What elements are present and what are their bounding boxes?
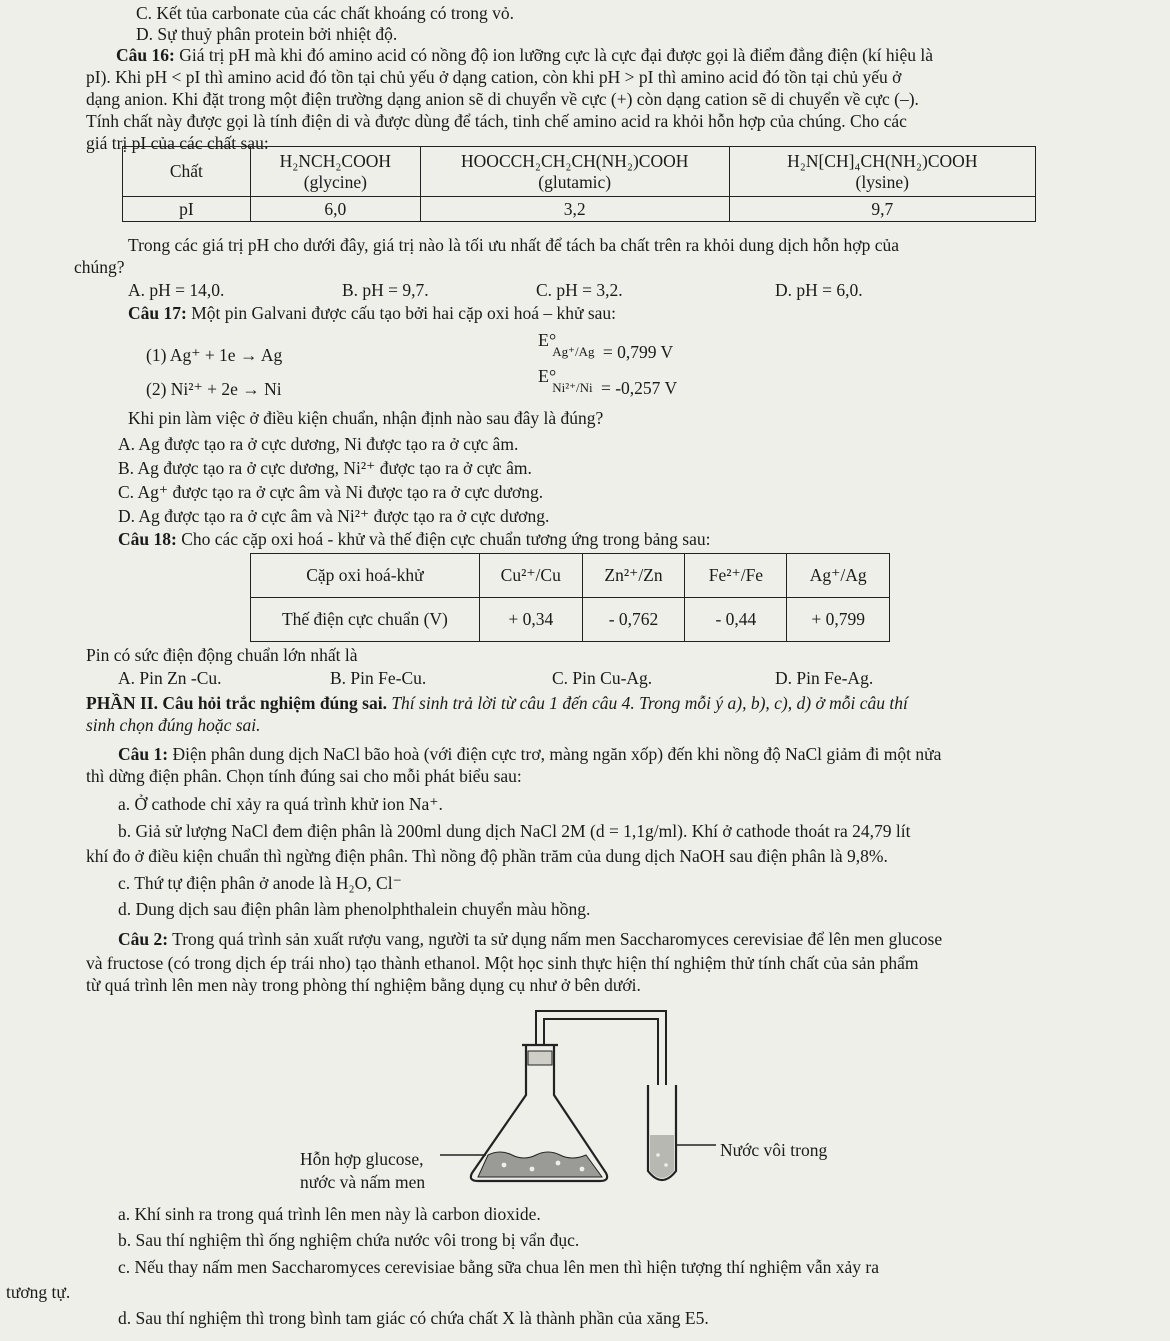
q17-potential1: $E^\circ_{Ag^+/Ag} = 0,799$ V [538,330,674,362]
q17-text: Một pin Galvani được cấu tạo bởi hai cặp oxi hoá – khử sau: [191,303,617,323]
q17-option-a: A. Ag được tạo ra ở cực dương, Ni được tạo ra ở cực âm. [118,434,519,454]
c1-statement-b2: khí đo ở điều kiện chuẩn thì ngừng điện phân. Thì nồng độ phần trăm của dung dịch NaOH sau điện phân là 9,8%. [86,846,888,866]
figure-label-limewater: Nước vôi trong [720,1140,828,1160]
q16-text2: pI). Khi pH < pI thì amino acid đó tồn tại chủ yếu ở dạng cation, còn khi pH > pI thì amino acid đó tồn tại chủ yếu ở [86,67,902,87]
c1-statement-b1: b. Giả sử lượng NaCl đem điện phân là 200ml dung dịch NaCl 2M (d = 1,1g/ml). Khí ở cathode thoát ra 24,79 lít [118,821,911,841]
part2-heading-line [86,692,908,714]
part2-instructions-2: sinh chọn đúng hoặc sai. [86,715,261,735]
q16-option-c: C. pH = 3,2. [536,280,623,300]
option-d-previous: D. Sự thuỷ phân protein bởi nhiệt độ. [136,24,398,44]
bubble [530,1167,535,1172]
q16-option-a: A. pH = 14,0. [128,280,225,300]
potential-table [250,553,890,642]
glycine-pi: 6,0 [250,197,420,222]
glutamic-cell: HOOCCH₂CH₂CH(NH₂)COOH (glutamic) [420,147,729,197]
q17-option-c: C. Ag⁺ được tạo ra ở cực âm và Ni được tạo ra ở cực dương. [118,482,544,502]
bubble [502,1163,507,1168]
q16-question1: Trong các giá trị pH cho dưới đây, giá trị nào là tối ưu nhất để tách ba chất trên ra khỏi dung dịch hỗn hợp của [128,235,899,255]
c1-statement-d: d. Dung dịch sau điện phân làm phenolphthalein chuyển màu hồng. [118,899,591,919]
limewater-liquid [650,1135,674,1178]
pair-ag: Ag⁺/Ag [787,554,890,598]
q17-option-d: D. Ag được tạo ra ở cực âm và Ni²⁺ được tạo ra ở cực dương. [118,506,550,526]
part2-heading: PHẦN II. Câu hỏi trắc nghiệm đúng sai. [86,693,387,713]
lysine-cell: H₂N[CH]₄CH(NH₂)COOH (lysine) [729,147,1035,197]
figure-label-mixture-2: nước và nấm men [300,1172,426,1192]
c2-text1: Trong quá trình sản xuất rượu vang, người ta sử dụng nấm men Saccharomyces cerevisiae để lên men glucose [172,929,943,949]
c2-statement-c1: c. Nếu thay nấm men Saccharomyces cerevisiae bằng sữa chua lên men thì hiện tượng thí nghiệm vẫn xảy ra [118,1257,880,1277]
c1-label: Câu 1: [118,744,169,764]
c1-line1 [118,743,941,765]
q16-line1 [116,44,933,66]
potential-header-pair: Cặp oxi hoá-khử [251,554,480,598]
q18-option-d: D. Pin Fe-Ag. [775,668,874,688]
c1-statement-a: a. Ở cathode chỉ xảy ra quá trình khử ion Na⁺. [118,794,443,814]
bubble [556,1161,561,1166]
c2-label: Câu 2: [118,929,169,949]
q18-line [118,528,710,550]
q17-reaction2: (2) Ni²⁺ + 2e → Ni [146,379,282,399]
bubble [580,1167,585,1172]
q16-label: Câu 16: [116,45,175,65]
flask-stopper [528,1051,552,1065]
bubble [664,1163,668,1167]
pair-cu: Cu²⁺/Cu [479,554,582,598]
q16-text1: Giá trị pH mà khi đó amino acid có nồng độ ion lưỡng cực là cực đại được gọi là điểm đẳng điện (kí hiệu là [179,45,934,65]
c2-statement-c2: tương tự. [6,1282,71,1302]
part2-instructions: Thí sinh trả lời từ câu 1 đến câu 4. Trong mỗi ý a), b), c), d) ở mỗi câu thí [386,693,908,713]
q18-question: Pin có sức điện động chuẩn lớn nhất là [86,645,358,665]
q16-text3: dạng anion. Khi đặt trong một điện trường dạng anion sẽ di chuyển về cực (+) còn dạng cation sẽ di chuyển về cực (–). [86,89,919,109]
q18-option-a: A. Pin Zn -Cu. [118,668,222,688]
c1-text1: Điện phân dung dịch NaCl bão hoà (với điện cực trơ, màng ngăn xốp) đến khi nồng độ NaCl giảm đi một nửa [172,744,942,764]
glutamic-pi: 3,2 [420,197,729,222]
q16-option-b: B. pH = 9,7. [342,280,429,300]
q17-reaction1: (1) Ag⁺ + 1e → Ag [146,345,283,365]
c1-statement-c: c. Thứ tự điện phân ở anode là H₂O, Cl⁻ [118,873,402,893]
q18-option-c: C. Pin Cu-Ag. [552,668,653,688]
pair-fe: Fe²⁺/Fe [685,554,787,598]
value-ag: + 0,799 [787,598,890,642]
q17-option-b: B. Ag được tạo ra ở cực dương, Ni²⁺ được tạo ra ở cực âm. [118,458,532,478]
lysine-pi: 9,7 [729,197,1035,222]
potential-header-value: Thế điện cực chuẩn (V) [251,598,480,642]
c2-text3: từ quá trình lên men này trong phòng thí nghiệm bằng dụng cụ như ở bên dưới. [86,975,641,995]
value-fe: - 0,44 [685,598,787,642]
bubble [656,1153,660,1157]
q18-label: Câu 18: [118,529,177,549]
glucose-mixture-liquid [478,1152,602,1177]
option-c-previous: C. Kết tủa carbonate của các chất khoáng có trong vỏ. [136,3,515,23]
q17-potential2: $E^\circ_{Ni^{2+}/Ni} = -0,257$ V [538,366,678,398]
q16-option-d: D. pH = 6,0. [775,280,863,300]
q18-text: Cho các cặp oxi hoá - khử và thế điện cực chuẩn tương ứng trong bảng sau: [181,529,711,549]
c2-statement-b: b. Sau thí nghiệm thì ống nghiệm chứa nước vôi trong bị vẩn đục. [118,1230,580,1250]
glycine-cell: H₂NCH₂COOH (glycine) [250,147,420,197]
figure-label-mixture: Hỗn hợp glucose, [300,1149,424,1169]
q16-question2: chúng? [74,257,125,277]
pair-zn: Zn²⁺/Zn [582,554,685,598]
q17-line [128,302,616,324]
value-zn: - 0,762 [582,598,685,642]
q16-text4: Tính chất này được gọi là tính điện di và được dùng để tách, tinh chế amino acid ra khỏi hỗn hợp của chúng. Cho các [86,111,907,131]
pi-table-header-pi: pI [123,197,251,222]
c2-text2: và fructose (có trong dịch ép trái nho) tạo thành ethanol. Một học sinh thực hiện thí nghiệm thử tính chất của sản phẩm [86,953,919,973]
q17-question: Khi pin làm việc ở điều kiện chuẩn, nhận định nào sau đây là đúng? [128,408,604,428]
pi-table-header-chat: Chất [123,147,251,197]
c2-statement-a: a. Khí sinh ra trong quá trình lên men này là carbon dioxide. [118,1204,541,1224]
q16-text5: giá trị pI của các chất sau: [86,133,269,153]
c2-line1 [118,928,942,950]
q17-label: Câu 17: [128,303,187,323]
q18-option-b: B. Pin Fe-Cu. [330,668,427,688]
value-cu: + 0,34 [479,598,582,642]
c1-text2: thì dừng điện phân. Chọn tính đúng sai cho mỗi phát biểu sau: [86,766,522,786]
pi-table [122,146,1036,222]
c2-statement-d: d. Sau thí nghiệm thì trong bình tam giác có chứa chất X là thành phần của xăng E5. [118,1308,709,1328]
